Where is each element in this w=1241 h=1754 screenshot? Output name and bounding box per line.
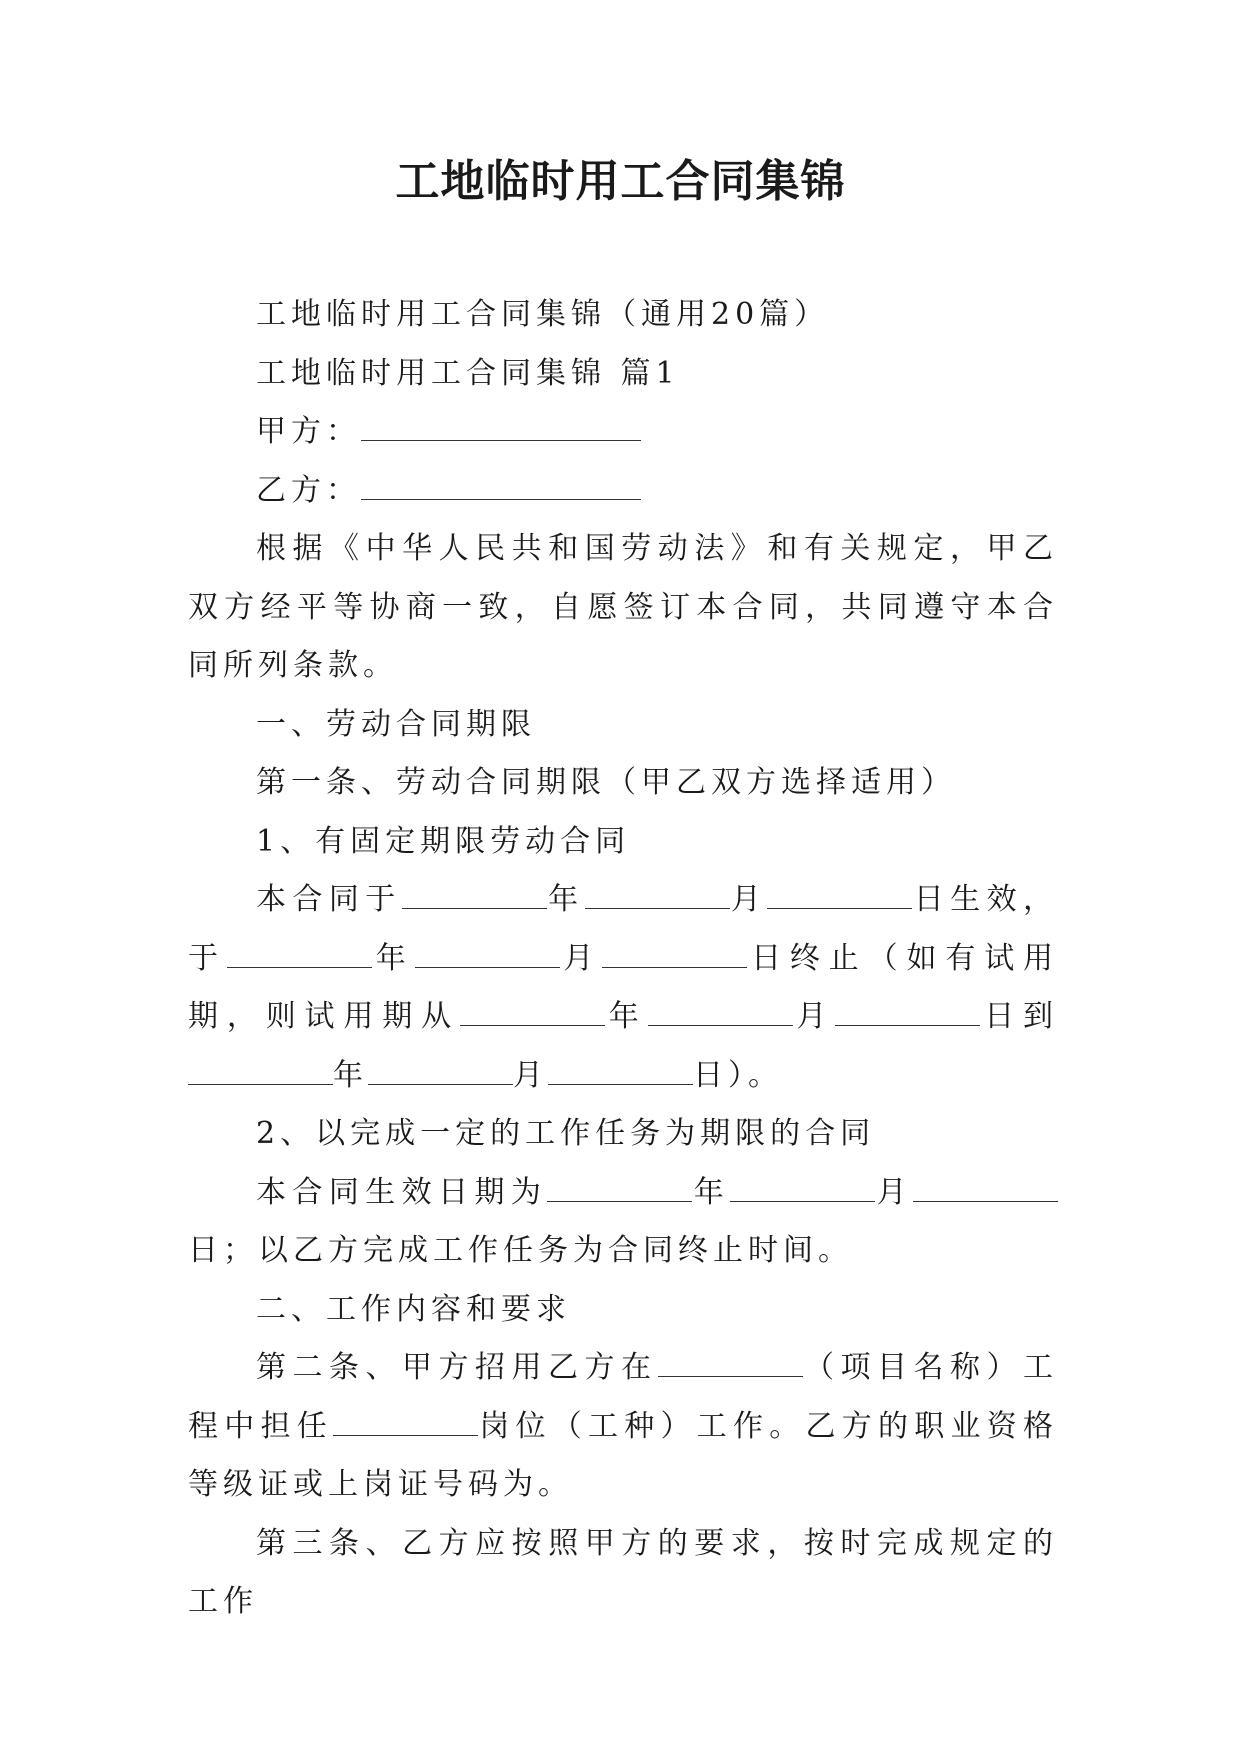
text-run: 日生效，于 [188, 882, 1059, 976]
document-title: 工地临时用工合同集锦 [395, 156, 846, 207]
blank-field [460, 999, 605, 1026]
article-3: 第三条、乙方应按照甲方的要求，按时完成规定的工作 [188, 1525, 1058, 1619]
blank-field [415, 941, 560, 968]
text-run: 第二条、甲方招用乙方在 [256, 1350, 658, 1385]
part-heading: 工地临时用工合同集锦 篇1 [256, 355, 680, 391]
blank-field [658, 1350, 803, 1377]
party-a-blank [361, 414, 641, 441]
text-run: 年 [546, 882, 585, 917]
article-2 [188, 1339, 1058, 1515]
party-a-label: 甲方： [256, 414, 361, 449]
party-b-label: 乙方： [256, 472, 361, 508]
text-run: 月 [513, 1057, 548, 1093]
text-run: 月 [559, 940, 603, 976]
blank-field [227, 941, 372, 968]
text-run: 月 [792, 999, 836, 1034]
blank-field [835, 999, 980, 1026]
text-run: 日；以乙方完成工作任务为合同终止时间。 [188, 1233, 853, 1268]
text-run: 年 [371, 940, 415, 976]
text-run: 月 [729, 882, 768, 917]
text-run: 年 [692, 1174, 731, 1210]
blank-field [648, 999, 793, 1026]
text-run: 年 [604, 999, 648, 1034]
party-a-line [188, 403, 1058, 462]
blank-field [333, 1409, 478, 1436]
subtitle-paragraph: 工地临时用工合同集锦（通用20篇） [256, 297, 830, 332]
blank-field [548, 1058, 693, 1085]
item-2-paragraph [188, 1164, 1058, 1281]
blank-field [585, 882, 730, 909]
text-run: 月 [875, 1174, 914, 1210]
item-2-heading: 2、以完成一定的工作任务为期限的合同 [256, 1116, 876, 1151]
blank-field [402, 882, 547, 909]
blank-field [188, 1058, 333, 1085]
blank-field [602, 941, 747, 968]
text-run: 日到 [980, 999, 1059, 1034]
blank-field [368, 1058, 513, 1085]
party-b-blank [361, 473, 641, 500]
text-run: （项目名称）工程中担任 [188, 1350, 1058, 1444]
text-run: 本合同于 [256, 882, 402, 917]
text-run: 本合同生效日期为 [256, 1174, 548, 1210]
intro-paragraph: 根据《中华人民共和国劳动法》和有关规定，甲乙双方经平等协商一致，自愿签订本合同，共同遵守本合同所列条款。 [188, 531, 1058, 683]
section-heading-2: 二、工作内容和要求 [256, 1291, 571, 1327]
text-run: 年 [333, 1057, 368, 1093]
blank-field [767, 882, 912, 909]
blank-field [547, 1175, 692, 1202]
document-body [188, 286, 1058, 1632]
article-1: 第一条、劳动合同期限（甲乙双方选择适用） [256, 765, 956, 800]
text-run: 日终止（如有试用期，则试用期从 [188, 940, 1059, 1034]
blank-field [730, 1175, 875, 1202]
section-heading-1: 一、劳动合同期限 [256, 706, 536, 742]
blank-field [913, 1175, 1058, 1202]
text-run: 日）。 [693, 1057, 783, 1093]
party-b-line [188, 462, 1058, 521]
text-run: 岗位（工种）工作。乙方的职业资格等级证或上岗证号码为。 [188, 1408, 1058, 1502]
item-1-heading: 1、有固定期限劳动合同 [256, 823, 631, 859]
item-1-paragraph [188, 871, 1058, 1105]
